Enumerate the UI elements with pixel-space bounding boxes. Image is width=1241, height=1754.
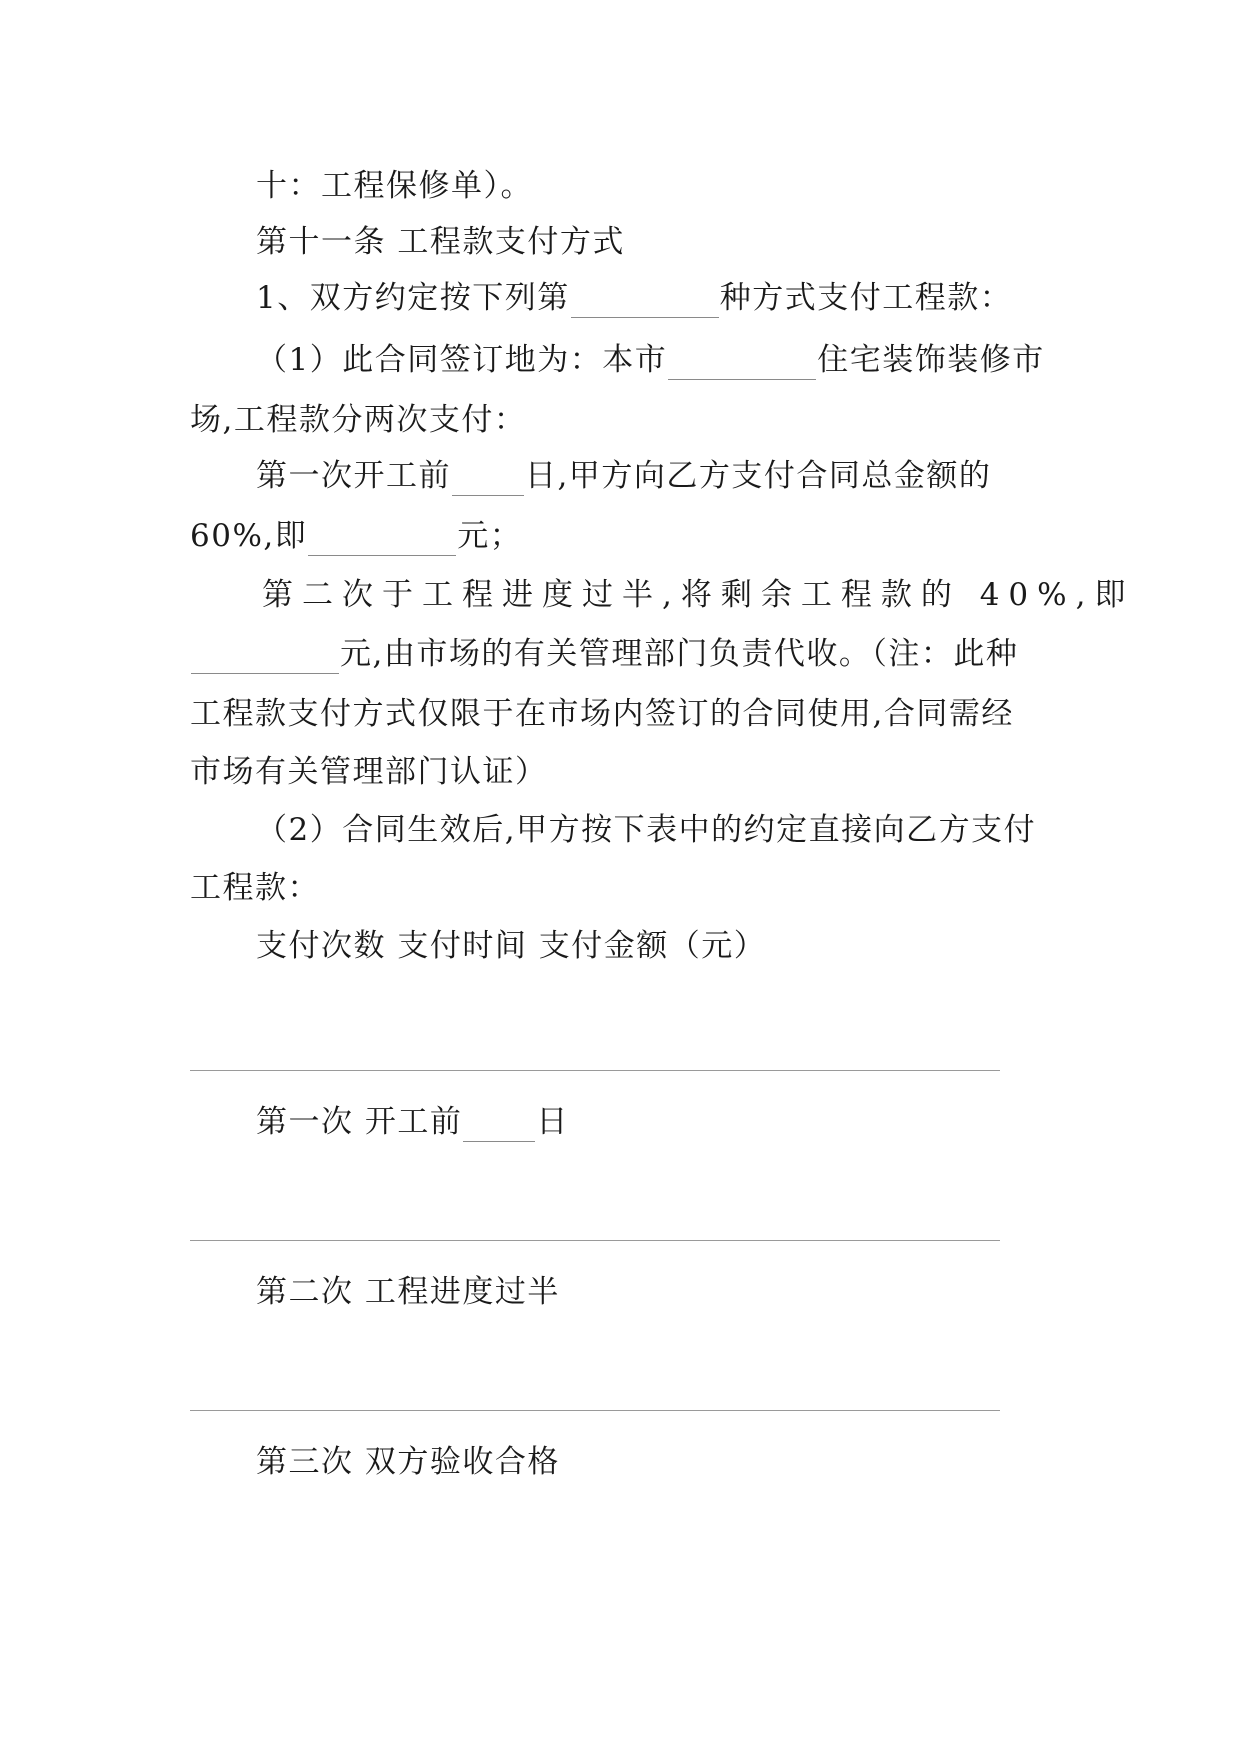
row-when: 开工前 (364, 1104, 463, 1140)
text-line (190, 634, 1018, 674)
row-times: 第三次 (256, 1444, 354, 1480)
header-payment-amount: 支付金额（元） (538, 928, 767, 964)
text-segment: 日,甲方向乙方支付合同总金额的 (525, 458, 992, 494)
text-line (256, 278, 1012, 318)
text-segment: 元,由市场的有关管理部门负责代收。（注：此种 (340, 636, 1019, 672)
table-row (256, 1442, 560, 1482)
row-times: 第二次 (256, 1274, 354, 1310)
fill-in-blank (452, 465, 524, 496)
text-line: 场,工程款分两次支付： (190, 402, 527, 438)
fill-in-blank (191, 643, 339, 674)
row-when: 工程进度过半 (364, 1274, 560, 1310)
fill-in-blank (463, 1111, 535, 1142)
header-payment-time: 支付时间 (397, 928, 528, 964)
text-line (256, 456, 991, 496)
text-line: 市场有关管理部门认证） (190, 754, 548, 790)
text-line (190, 516, 522, 556)
table-row (256, 1272, 560, 1312)
text-segment: 60%,即 (190, 518, 308, 554)
header-payment-times: 支付次数 (256, 928, 386, 964)
row-when: 双方验收合格 (364, 1444, 560, 1480)
fill-in-blank (308, 525, 456, 556)
text-line (256, 340, 1045, 380)
fill-in-blank (571, 287, 719, 318)
payment-table-header (256, 926, 766, 966)
row-when-suffix: 日 (536, 1104, 569, 1140)
table-divider (190, 1070, 1000, 1071)
text-line: （2）合同生效后,甲方按下表中的约定直接向乙方支付 (256, 812, 1037, 848)
table-divider (190, 1410, 1000, 1411)
text-line: 工程款： (190, 870, 320, 906)
text-segment: （1）此合同签订地为：本市 (256, 342, 668, 378)
text-line: 第二次于工程进度过半,将剩余工程款的 40%,即 (262, 577, 1135, 613)
row-times: 第一次 (256, 1104, 354, 1140)
section-heading: 第十一条 工程款支付方式 (256, 224, 625, 260)
text-line: 十：工程保修单）。 (256, 168, 533, 204)
text-line: 工程款支付方式仅限于在市场内签订的合同使用,合同需经 (190, 696, 1014, 732)
fill-in-blank (668, 349, 816, 380)
text-segment: 住宅装饰装修市 (817, 342, 1045, 378)
text-segment: 种方式支付工程款： (719, 280, 1013, 316)
text-segment: 元； (457, 518, 523, 554)
text-segment: 第一次开工前 (256, 458, 451, 494)
table-divider (190, 1240, 1000, 1241)
table-row (256, 1102, 569, 1142)
text-segment: 1、双方约定按下列第 (256, 280, 570, 316)
